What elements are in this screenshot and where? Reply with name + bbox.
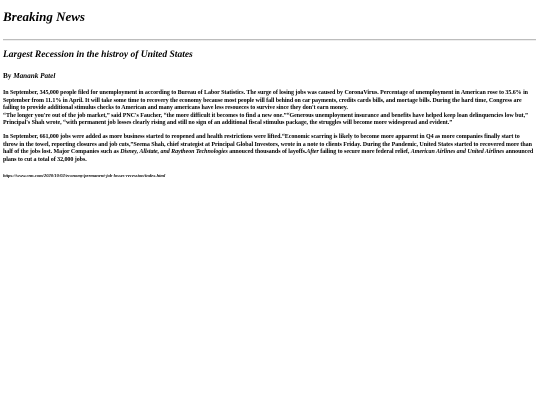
companies-list: Disney, Allstate, and Raytheon Technologies xyxy=(120,149,228,156)
article-paragraph-1: In September, 345,000 people filed for unemployment in according to Bureau of Labor Statistics. The surge of losing jobs was caused by CoronaVirus. Percentage of unemployment in American rose to 35.6% in September from 11.1% in April. It will take some time to recovery the economy because most people will fall behind on car payments, credits cards bills, and mortage bills. During the hard time, Congress are failing to provide additional stimulus checks to American and many americans have less resoueces to survive since they don't earn money. xyxy=(3,90,528,112)
source-url: https://www.cnn.com/2020/10/02/economy/permanent-job-losses-recession/index.html xyxy=(3,173,166,179)
title-divider xyxy=(3,39,536,41)
author-name: Manank Patel xyxy=(13,72,56,80)
byline-prefix: By xyxy=(3,72,12,80)
page-title: Breaking News xyxy=(3,9,85,24)
article-headline: Largest Recession in the histroy of United States xyxy=(3,50,193,60)
airlines-list: American Airlines and United Airlines xyxy=(410,149,505,156)
article-paragraph-2: “The longer you're out of the job market,” said PNC's Faucher, “the more difficult it becomes to find a new one.”“Generous unemployment insurance and benefits have helped keep loan delinquencies low but,” Principal's Shah wrote, “with permanent job losses clearly rising and still no sign of an additional fiscal stimulus package, the struggles will become more widespread and evident.” xyxy=(3,112,528,127)
paragraph-3-text-c: failing to secure more federal relief, xyxy=(318,149,411,156)
article-byline xyxy=(3,72,536,81)
after-word: After xyxy=(306,149,319,156)
paragraph-3-text-b: annouced thousands of layoffs. xyxy=(227,149,307,156)
article-paragraph-3 xyxy=(3,134,536,164)
paragraph-3-text-d: announced plans to cut a total of 32,000 jobs. xyxy=(3,149,534,163)
paragraph-3-text-a: In September, 661,000 jobs were added as more business started to reopened and health restrictions were lifted.“Economic scarring is likely to become more apparent in Q4 as more companies finally start to throw in the towel, reporting closures and job cuts,”Seema Shah, chief strategist at Principal Global Investors, wrote in a note to clients Friday. During the Pandemic, United States started to recovered more than half of the jobs lost. Major Companies such as xyxy=(3,133,532,156)
